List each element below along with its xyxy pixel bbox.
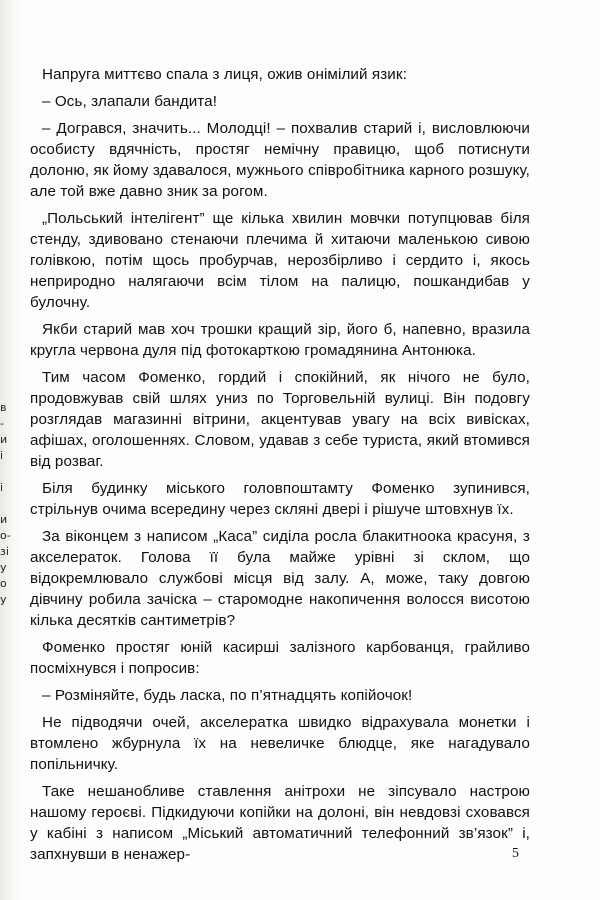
margin-fragment: зі <box>0 545 9 558</box>
margin-fragment: і <box>0 449 4 462</box>
margin-fragment: в <box>0 401 7 414</box>
margin-fragment: о <box>0 577 7 590</box>
paragraph: – Догрався, значить... Молодці! – похвалив старий і, висловлюючи особисту вдячність, простяг немічну правицю, щоб потиснути долоню, як йому здавалося, мужнього співробітника карного розшуку, але той вже давно зник за рогом. <box>30 120 530 200</box>
paragraph: Не підводячи очей, акселератка швидко відрахувала монетки і втомлено жбурнула їх на невеличке блюдце, яке нагадувало попільничку. <box>30 714 530 773</box>
margin-fragment: у <box>0 593 7 606</box>
margin-fragment: у <box>0 561 7 574</box>
paragraph: Біля будинку міського головпоштамту Фоменко зупинився, стрільнув очима всередину через скляні двері і рішуче штовхнув їх. <box>30 480 530 518</box>
paragraph: – Розміняйте, будь ласка, по п’ятнадцять копійочок! <box>42 687 413 704</box>
margin-fragment: і <box>0 481 4 494</box>
margin-fragment <box>0 464 18 480</box>
margin-fragment: и <box>0 433 8 446</box>
paragraph: Тим часом Фоменко, гордий і спокійний, як нічого не було, продовжував свій шлях униз по Торговельній вулиці. Він подовгу розглядав магазинні вітрини, акцентував увагу на всіх вивісках, афішах, оголошеннях. Словом, удавав з себе туриста, який втомився від розваг. <box>30 369 530 470</box>
page-number: 5 <box>512 846 519 861</box>
margin-fragment: о- <box>0 529 11 542</box>
paragraph: Фоменко простяг юній касирші залізного карбованця, грайливо посміхнувся і попросив: <box>30 639 530 677</box>
margin-fragment: - <box>0 417 4 430</box>
margin-fragment: и <box>0 513 8 526</box>
body-text <box>30 64 530 871</box>
paragraph: Таке нешанобливе ставлення анітрохи не зіпсувало настрою нашому героєві. Підкидуючи копійки на долоні, він невдовзі сховався у кабіні з написом „Міський автоматичний телефонний зв’язок” і, запхнувши в ненажер- <box>30 783 530 863</box>
margin-fragment <box>0 496 18 512</box>
paragraph: – Ось, злапали бандита! <box>42 93 218 110</box>
facing-page-bleed <box>0 400 18 608</box>
paragraph: Якби старий мав хоч трошки кращий зір, його б, напевно, вразила кругла червона дуля під фотокарткою громадянина Антонюка. <box>30 321 530 359</box>
paragraph: Напруга миттєво спала з лиця, ожив онімілий язик: <box>42 66 407 83</box>
paragraph: За віконцем з написом „Каса” сиділа росла блакитноока красуня, з акселераток. Голова її була майже урівні зі склом, що відокремлювало службові місця від залу. А, може, таку довгою дівчину робила зачіска – старомодне накопичення волосся висотою кілька десятків сантиметрів? <box>30 528 530 629</box>
paragraph: „Польський інтелігент” ще кілька хвилин мовчки потупцював біля стенду, здивовано стенаючи плечима й хитаючи маленькою сивою голівкою, потім щось пробурчав, нерозбірливо і сердито і, якось неприродно налягаючи всім тілом на палицю, пошкандибав у булочну. <box>30 210 530 311</box>
